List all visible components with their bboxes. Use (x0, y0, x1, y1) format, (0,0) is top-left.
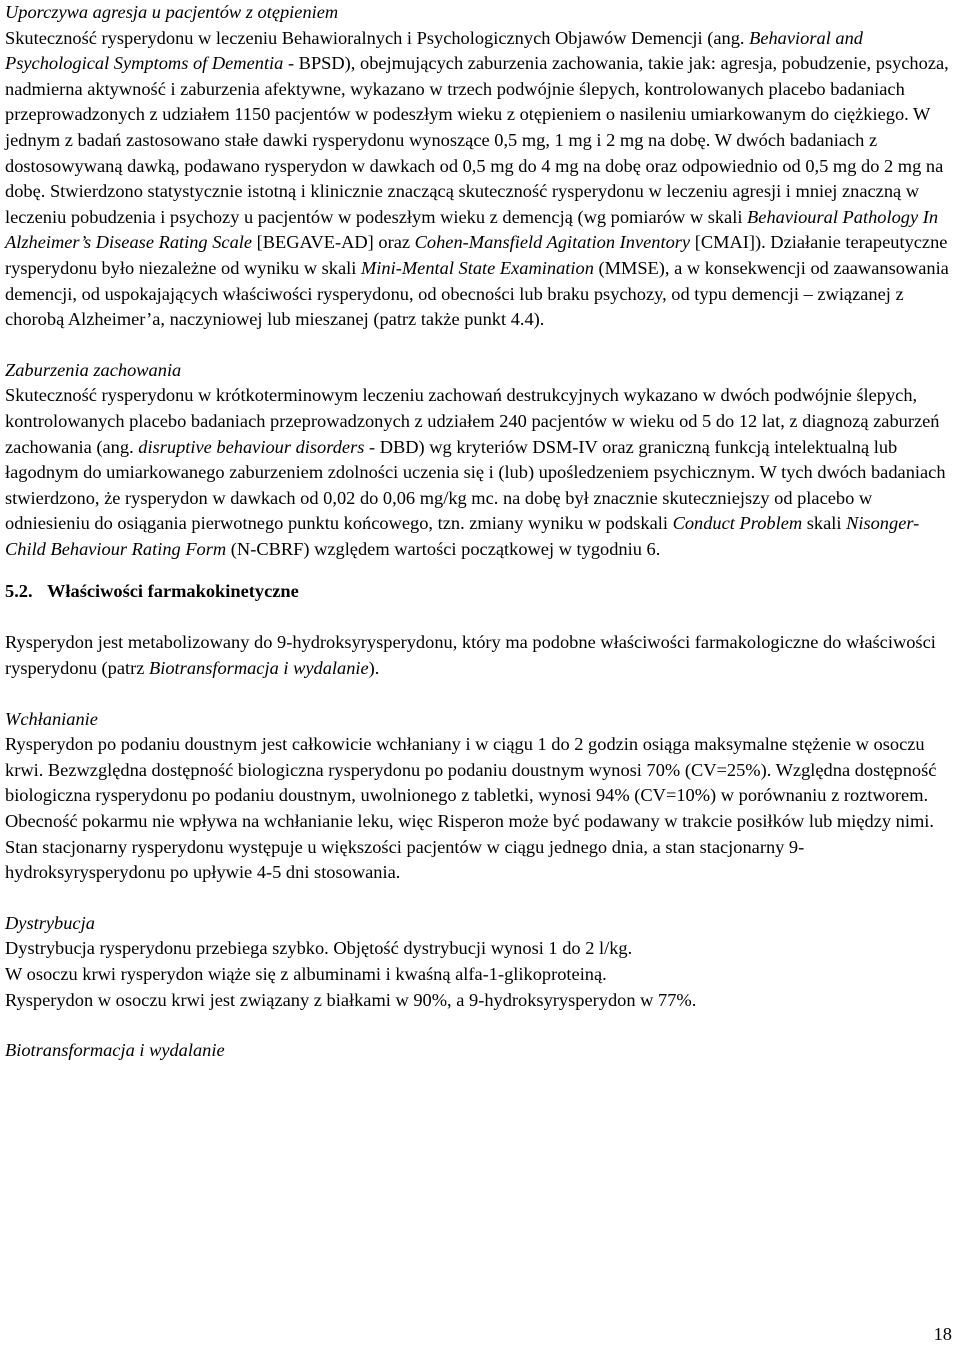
text-run: [BEGAVE-AD] oraz (252, 232, 415, 253)
text-run: - BPSD), obejmujących zaburzenia zachowania, takie jak: agresja, pobudzenie, psychoza, nadmierna aktywność i zaburzenia afektywne, wykazano w trzech podwójnie ślepych, kontrolowanych placebo badaniach przeprowadzonych z udziałem 1150 pacjentów w podeszłym wieku z otępieniem o nasileniu umiarkowanym do ciężkiego. W jednym z badań zastosowano stałe dawki rysperydonu wynoszące 0,5 mg, 1 mg i 2 mg na dobę. W dwóch badaniach z dostosowywaną dawką, podawano rysperydon w dawkach od 0,5 mg do 4 mg na dobę oraz odpowiednio od 0,5 mg do 2 mg na dobę. Stwierdzono statystycznie istotną i klinicznie znaczącą skuteczność rysperydonu w leczeniu agresji i mniej znaczną w leczeniu pobudzenia i psychozy u pacjentów w podeszłym wieku z demencją (wg pomiarów w skali (5, 53, 949, 227)
italic-term: Behavioral and Psychological Symptoms of Dementia (5, 27, 863, 74)
text-run: [CMAI]). Działanie terapeutyczne rysperydonu było niezależne od wyniku w skali (5, 232, 948, 278)
heading-title: Właściwości farmakokinetyczne (47, 581, 299, 602)
section-title-biotransformation: Biotransformacja i wydalanie (5, 1040, 225, 1061)
paragraph-absorption-1: Rysperydon po podaniu doustnym jest całkowicie wchłaniany i w ciągu 1 do 2 godzin osiąga maksymalne stężenie w osoczu krwi. Bezwzględna dostępność biologiczna rysperydonu po podaniu doustnym wynosi 70% (CV=25%). Względna dostępność biologiczna rysperydonu po podaniu doustnym, uwolnionego z tabletki, wynosi 94% (CV=10%) w porównaniu z roztworem. (5, 734, 937, 806)
text-run: - DBD) wg kryteriów DSM-IV oraz graniczną funkcją intelektualną lub łagodnym do umiarkowanego zaburzeniem zdolności uczenia się i (lub) upośledzeniem psychicznym. W tych dwóch badaniach stwierdzono, że rysperydon w dawkach od 0,02 do 0,06 mg/kg mc. na dobę był znacznie skuteczniejszy od placebo w odniesieniu do osiągania pierwotnego punktu końcowego, tzn. zmiany wyniku w podskali (5, 436, 946, 534)
section-heading-pharmacokinetics (5, 576, 955, 606)
section-title-conduct-disorders: Zaburzenia zachowania (5, 359, 182, 380)
paragraph-persistent-aggression (5, 26, 955, 333)
italic-term: Cohen-Mansfield Agitation Inventory (414, 232, 691, 253)
section-title-persistent-aggression: Uporczywa agresja u pacjentów z otępieniem (5, 2, 339, 22)
italic-term: disruptive behaviour disorders (138, 436, 365, 457)
distribution-line-2: W osoczu krwi rysperydon wiąże się z albuminami i kwaśną alfa-1-glikoproteiną. (5, 964, 607, 984)
italic-term: Biotransformacja i wydalanie (149, 658, 369, 679)
page-number: 18 (933, 1324, 952, 1344)
text-run: (N-CBRF) względem wartości początkowej w tygodniu 6. (226, 538, 661, 559)
text-run: ). (368, 658, 380, 679)
italic-term: Mini-Mental State Examination (360, 257, 594, 278)
section-title-distribution: Dystrybucja (5, 912, 95, 933)
text-run: Rysperydon jest metabolizowany do 9-hydroksyrysperydonu, który ma podobne właściwości farmakologiczne do właściwości rysperydonu (patrz (5, 632, 936, 679)
text-run: Skuteczność rysperydonu w leczeniu Behawioralnych i Psychologicznych Objawów Demencji (ang. (5, 27, 750, 48)
paragraph-pharmacokinetics-intro (5, 630, 955, 681)
paragraph-absorption-2: Obecność pokarmu nie wpływa na wchłanianie leku, więc Risperon może być podawany w trakcie posiłków lub między nimi. Stan stacjonarny rysperydonu występuje u większości pacjentów w ciągu jednego dnia, a stan stacjonarny 9-hydroksyrysperydonu po upływie 4-5 dni stosowania. (5, 811, 934, 883)
paragraph-conduct-disorders (5, 383, 955, 562)
italic-term: Nisonger-Child Behaviour Rating Form (5, 513, 920, 559)
heading-number: 5.2. (5, 581, 33, 602)
italic-term: Behavioural Pathology In Alzheimer’s Disease Rating Scale (5, 206, 939, 253)
text-run: Skuteczność rysperydonu w krótkoterminowym leczeniu zachowań destrukcyjnych wykazano w dwóch podwójnie ślepych, kontrolowanych placebo badaniach przeprowadzonych z udziałem 240 pacjentów w wieku od 5 do 12 lat, z diagnozą zaburzeń zachowania (ang. (5, 385, 940, 457)
text-run: skali (802, 513, 847, 534)
text-run: (MMSE), a w konsekwencji od zaawansowania demencji, od uspokajających właściwości rysperydonu, od obecności lub braku psychozy, od typu demencji – związanej z chorobą Alzheimer’a, naczyniowej lub mieszanej (patrz także punkt 4.4). (5, 257, 949, 330)
distribution-line-1: Dystrybucja rysperydonu przebiega szybko. Objętość dystrybucji wynosi 1 do 2 l/kg. (5, 938, 633, 959)
document-page (5, 0, 955, 1064)
distribution-line-3: Rysperydon w osoczu krwi jest związany z białkami w 90%, a 9-hydroksyrysperydon w 77%. (5, 989, 697, 1010)
section-title-absorption: Wchłanianie (5, 708, 98, 729)
italic-term: Conduct Problem (672, 513, 803, 534)
